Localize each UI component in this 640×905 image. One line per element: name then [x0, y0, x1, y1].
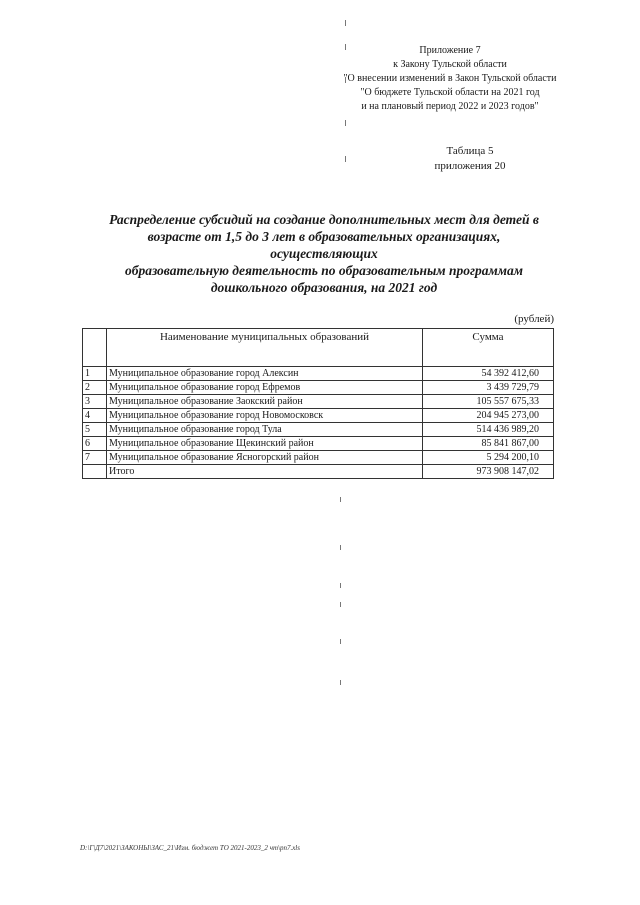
scan-mark: [345, 120, 346, 126]
scan-mark: [340, 497, 341, 502]
header-number: [83, 329, 107, 351]
table-row: [83, 451, 554, 465]
table-header-row: [83, 329, 554, 351]
total-number: [83, 465, 107, 479]
header-sum: Сумма: [423, 329, 554, 351]
appendix-line: "О внесении изменений в Закон Тульской области: [343, 73, 557, 84]
appendix-line: "О бюджете Тульской области на 2021 год: [360, 87, 540, 98]
unit-label: (рублей): [514, 313, 554, 325]
table-row: [83, 395, 554, 409]
total-row: [83, 465, 554, 479]
row-number: 5: [83, 423, 107, 437]
appendix-line: и на плановый период 2022 и 2023 годов": [361, 101, 539, 112]
annex-number: приложения 20: [434, 160, 506, 172]
row-name: Муниципальное образование Заокский район: [107, 395, 423, 409]
scan-mark: [345, 156, 346, 162]
row-name: Муниципальное образование город Тула: [107, 423, 423, 437]
row-number: 7: [83, 451, 107, 465]
appendix-heading: [340, 44, 560, 114]
row-sum: 85 841 867,00: [423, 437, 554, 451]
total-sum: 973 908 147,02: [423, 465, 554, 479]
row-sum: 54 392 412,60: [423, 367, 554, 381]
scan-mark: [340, 680, 341, 685]
spacer-cell: [107, 350, 423, 367]
table-reference: [420, 144, 520, 174]
total-label: Итого: [107, 465, 423, 479]
spacer-cell: [423, 350, 554, 367]
appendix-line: Приложение 7: [419, 45, 481, 56]
spacer-cell: [83, 350, 107, 367]
row-name: Муниципальное образование город Новомосковск: [107, 409, 423, 423]
table-row: [83, 409, 554, 423]
row-number: 3: [83, 395, 107, 409]
scan-mark: [340, 545, 341, 550]
scan-mark: [345, 20, 346, 26]
title-line: Распределение субсидий на создание дополнительных мест для детей в: [109, 212, 539, 227]
file-path-footer: D:\Г\Д7\2021\ЗАКОНЫ\ЗАС_21\Изм. бюджет ТО 2021-2023_2 чт\рп7.xls: [80, 844, 300, 852]
table-row: [83, 423, 554, 437]
header-name: Наименование муниципальных образований: [107, 329, 423, 351]
header-spacer-row: [83, 350, 554, 367]
row-name: Муниципальное образование город Ефремов: [107, 381, 423, 395]
row-sum: 105 557 675,33: [423, 395, 554, 409]
document-title: [100, 211, 548, 296]
table-number: Таблица 5: [446, 145, 494, 157]
table-row: [83, 437, 554, 451]
row-sum: 5 294 200,10: [423, 451, 554, 465]
title-line: образовательную деятельность по образовательным программам: [124, 263, 523, 278]
table-row: [83, 367, 554, 381]
row-number: 1: [83, 367, 107, 381]
title-line: возрасте от 1,5 до 3 лет в образовательных организациях, осуществляющих: [147, 229, 501, 261]
row-number: 6: [83, 437, 107, 451]
row-number: 4: [83, 409, 107, 423]
row-sum: 204 945 273,00: [423, 409, 554, 423]
subsidy-table: [82, 328, 554, 479]
scan-mark: [340, 583, 341, 588]
table-row: [83, 381, 554, 395]
row-sum: 3 439 729,79: [423, 381, 554, 395]
scan-mark: [340, 639, 341, 644]
row-sum: 514 436 989,20: [423, 423, 554, 437]
appendix-line: к Закону Тульской области: [393, 59, 507, 70]
title-line: дошкольного образования, на 2021 год: [210, 280, 438, 295]
row-name: Муниципальное образование город Алексин: [107, 367, 423, 381]
row-number: 2: [83, 381, 107, 395]
row-name: Муниципальное образование Ясногорский район: [107, 451, 423, 465]
scan-mark: [340, 602, 341, 607]
row-name: Муниципальное образование Щекинский район: [107, 437, 423, 451]
